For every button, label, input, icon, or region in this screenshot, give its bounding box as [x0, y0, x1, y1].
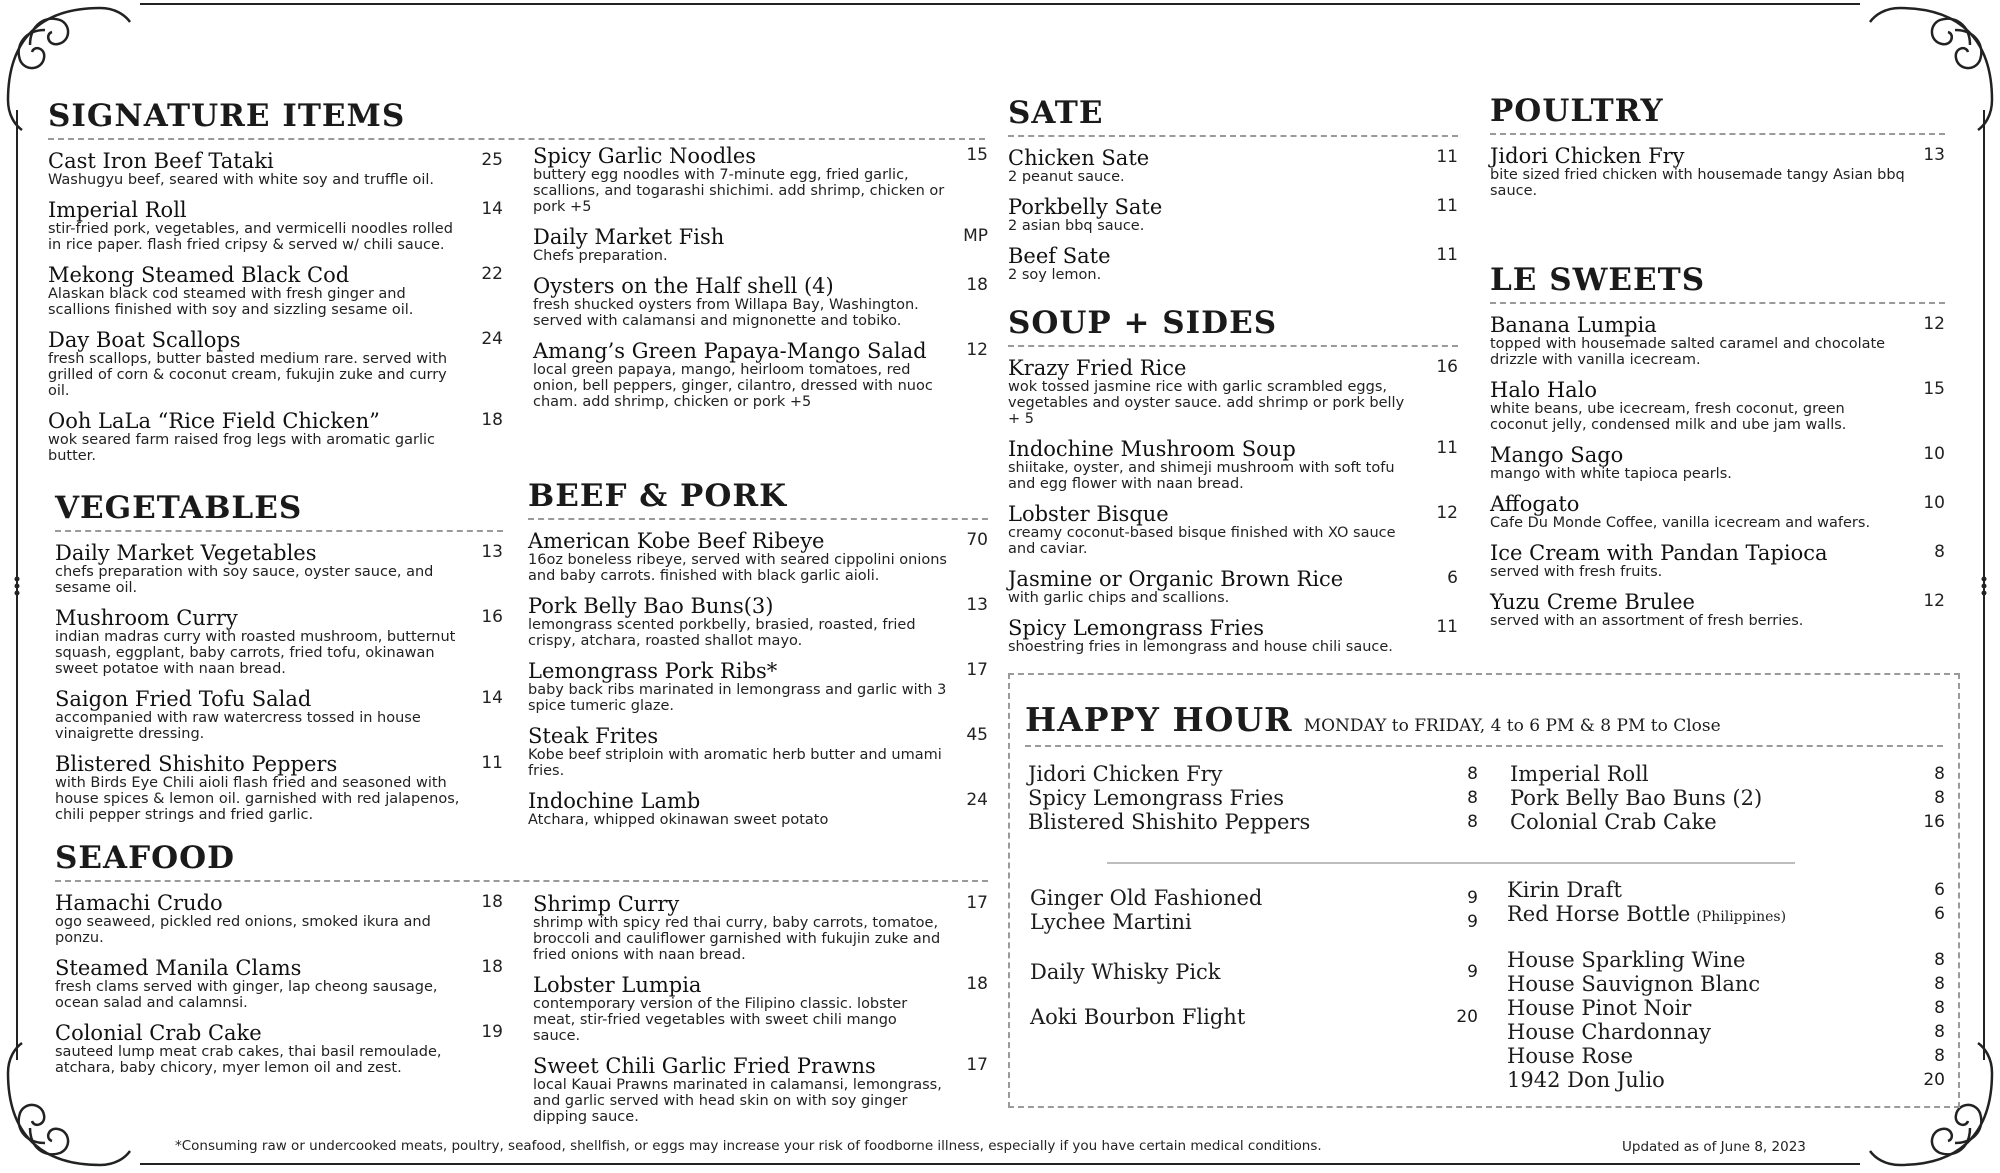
menu-item: [533, 226, 988, 264]
section-signature: [48, 98, 503, 475]
menu-item: [528, 595, 988, 649]
menu-item: [55, 892, 503, 946]
sate-items: [1008, 147, 1458, 283]
menu-item-name: Lobster Lumpia: [533, 973, 702, 997]
menu-item-name: Colonial Crab Cake: [55, 1021, 262, 1045]
happy-hour-item-price: 8: [1934, 998, 1945, 1018]
menu-item: [528, 530, 988, 584]
menu-item-price: 18: [966, 275, 988, 295]
happy-hour-food-left: [1028, 762, 1478, 834]
happy-hour-beer: [1507, 878, 1945, 929]
happy-hour-item-name: Aoki Bourbon Flight: [1030, 1005, 1246, 1029]
menu-item: [1490, 493, 1945, 531]
menu-item: [1008, 245, 1458, 283]
menu-item: [55, 957, 503, 1011]
menu-item-description: wok seared farm raised frog legs with aromatic garlic butter.: [48, 432, 435, 464]
menu-item-price: 45: [966, 725, 988, 745]
signature-items: [48, 150, 503, 464]
menu-item-description: sauteed lump meat crab cakes, thai basil remoulade, atchara, baby chicory, myer lemon oil and zest.: [55, 1044, 442, 1076]
menu-item: [533, 145, 988, 215]
happy-hour-item: [1507, 902, 1945, 929]
menu-item-name: Krazy Fried Rice: [1008, 356, 1187, 380]
happy-hour-item: [1507, 1020, 1945, 1044]
section-title-vegetables: VEGETABLES: [55, 490, 503, 532]
menu-item-name: Mushroom Curry: [55, 606, 238, 630]
menu-item-price: 8: [1934, 542, 1945, 562]
menu-item-name: Chicken Sate: [1008, 146, 1150, 170]
menu-item: [1008, 568, 1458, 606]
menu-item-description: contemporary version of the Filipino classic. lobster meat, stir-fried vegetables with sweet chili mango sauce.: [533, 996, 908, 1044]
happy-hour-item-name: Daily Whisky Pick: [1030, 960, 1221, 984]
happy-hour-item-price: 8: [1934, 788, 1945, 808]
menu-item-name: American Kobe Beef Ribeye: [528, 529, 825, 553]
menu-item-name: Lemongrass Pork Ribs*: [528, 659, 778, 683]
menu-item: [55, 607, 503, 677]
soup-sides-items: [1008, 357, 1458, 655]
happy-hour-item-name: Red Horse Bottle: [1507, 902, 1691, 926]
happy-hour-item-name: Jidori Chicken Fry: [1028, 762, 1223, 786]
menu-item-description: chefs preparation with soy sauce, oyster sauce, and sesame oil.: [55, 564, 434, 596]
menu-item-name: Ooh LaLa “Rice Field Chicken”: [48, 409, 380, 433]
menu-item: [528, 725, 988, 779]
menu-item-name: Shrimp Curry: [533, 892, 680, 916]
menu-item-name: Steamed Manila Clams: [55, 956, 302, 980]
menu-item: [55, 688, 503, 742]
menu-item-name: Indochine Mushroom Soup: [1008, 437, 1296, 461]
happy-hour-food-right: [1510, 762, 1945, 834]
menu-item-name: Blistered Shishito Peppers: [55, 752, 338, 776]
menu-item-description: shoestring fries in lemongrass and house chili sauce.: [1008, 639, 1393, 655]
happy-hour-drinks-whisky: [1030, 960, 1478, 984]
menu-item-price: 10: [1923, 493, 1945, 513]
menu-item-name: Mekong Steamed Black Cod: [48, 263, 350, 287]
happy-hour-item: [1507, 1068, 1945, 1092]
happy-hour-item: [1030, 886, 1478, 910]
section-title-signature: SIGNATURE ITEMS: [48, 98, 985, 140]
menu-item-price: 11: [1436, 147, 1458, 167]
menu-item: [528, 790, 988, 828]
beef-pork-items: [528, 530, 988, 828]
frame-bottom-line: [140, 1163, 1860, 1165]
menu-item-name: Indochine Lamb: [528, 789, 701, 813]
menu-item-price: MP: [963, 226, 988, 246]
menu-item-price: 24: [481, 329, 503, 349]
section-title-sate: SATE: [1008, 95, 1458, 137]
happy-hour-header: [1025, 700, 1943, 747]
happy-hour-item-price: 20: [1456, 1007, 1478, 1027]
frame-top-line: [140, 3, 1860, 5]
signature-items-continued: [533, 145, 988, 410]
section-title-le-sweets: LE SWEETS: [1490, 262, 1945, 304]
menu-item-description: accompanied with raw watercress tossed in house vinaigrette dressing.: [55, 710, 421, 742]
section-seafood-continued: [533, 893, 988, 1136]
menu-item-description: Atchara, whipped okinawan sweet potato: [528, 812, 829, 828]
menu-item-description: bite sized fried chicken with housemade tangy Asian bbq sauce.: [1490, 167, 1905, 199]
happy-hour-item: [1507, 948, 1945, 972]
section-le-sweets: [1490, 262, 1945, 640]
menu-item-price: 25: [481, 150, 503, 170]
menu-item-name: Lobster Bisque: [1008, 502, 1169, 526]
menu-item: [1490, 379, 1945, 433]
le-sweets-items: [1490, 314, 1945, 629]
menu-item-price: 17: [966, 1055, 988, 1075]
menu-item-name: Ice Cream with Pandan Tapioca: [1490, 541, 1828, 565]
happy-hour-item-price: 20: [1923, 1070, 1945, 1090]
menu-item-name: Halo Halo: [1490, 378, 1598, 402]
menu-item: [48, 199, 503, 253]
footer-disclaimer: *Consuming raw or undercooked meats, poultry, seafood, shellfish, or eggs may increase your risk of foodborne illness, especially if you have certain medical conditions.: [175, 1138, 1322, 1154]
happy-hour-item-price: 8: [1934, 950, 1945, 970]
menu-item-price: 14: [481, 199, 503, 219]
menu-item-price: 17: [966, 893, 988, 913]
happy-hour-item-name: Colonial Crab Cake: [1510, 810, 1717, 834]
menu-item-name: Mango Sago: [1490, 443, 1624, 467]
menu-item: [1490, 542, 1945, 580]
menu-item-price: 12: [1923, 591, 1945, 611]
happy-hour-item: [1510, 810, 1945, 834]
menu-item-price: 11: [1436, 245, 1458, 265]
menu-item-price: 70: [966, 530, 988, 550]
menu-item-description: buttery egg noodles with 7-minute egg, fried garlic, scallions, and togarashi shichimi. add shrimp, chicken or pork +5: [533, 167, 945, 215]
menu-item-price: 22: [481, 264, 503, 284]
menu-item-name: Affogato: [1490, 492, 1580, 516]
menu-item-price: 12: [966, 340, 988, 360]
section-beef-pork: [528, 478, 988, 839]
menu-item-name: Yuzu Creme Brulee: [1490, 590, 1695, 614]
section-sate: [1008, 95, 1458, 294]
happy-hour-item-price: 8: [1934, 974, 1945, 994]
menu-item-price: 11: [1436, 617, 1458, 637]
happy-hour-item: [1030, 1005, 1478, 1029]
menu-item: [1490, 314, 1945, 368]
happy-hour-item-price: 16: [1923, 812, 1945, 832]
menu-item-description: served with an assortment of fresh berries.: [1490, 613, 1804, 629]
happy-hour-item-name: Lychee Martini: [1030, 910, 1192, 934]
menu-item-price: 14: [481, 688, 503, 708]
menu-item-description: 16oz boneless ribeye, served with seared cippolini onions and baby carrots. finished with black garlic aioli.: [528, 552, 947, 584]
menu-item-name: Banana Lumpia: [1490, 313, 1657, 337]
menu-item-description: shrimp with spicy red thai curry, baby carrots, tomatoe, broccoli and cauliflower garnished with fukujin zuke and fried onions with naan bread.: [533, 915, 941, 963]
happy-hour-item-name: House Chardonnay: [1507, 1020, 1712, 1044]
menu-item-price: 16: [1436, 357, 1458, 377]
menu-item-description: Washugyu beef, seared with white soy and truffle oil.: [48, 172, 435, 188]
menu-item: [48, 264, 503, 318]
menu-item: [48, 150, 503, 188]
happy-hour-item-price: 9: [1467, 912, 1478, 932]
menu-item-description: fresh clams served with ginger, lap cheong sausage, ocean salad and calamnsi.: [55, 979, 438, 1011]
menu-item-name: Daily Market Fish: [533, 225, 725, 249]
menu-item: [1490, 444, 1945, 482]
menu-item-description: creamy coconut-based bisque finished with XO sauce and caviar.: [1008, 525, 1396, 557]
menu-item-description: local green papaya, mango, heirloom tomatoes, red onion, bell peppers, ginger, cilantro, dressed with nuoc cham. add shrimp, chicken or pork +5: [533, 362, 933, 410]
menu-item-description: served with fresh fruits.: [1490, 564, 1663, 580]
menu-item-name: Hamachi Crudo: [55, 891, 223, 915]
menu-item-name: Spicy Lemongrass Fries: [1008, 616, 1265, 640]
happy-hour-item: [1028, 762, 1478, 786]
happy-hour-item-name: House Rose: [1507, 1044, 1634, 1068]
menu-item-price: 12: [1436, 503, 1458, 523]
menu-item-description: Cafe Du Monde Coffee, vanilla icecream and wafers.: [1490, 515, 1871, 531]
menu-item-name: Pork Belly Bao Buns(3): [528, 594, 774, 618]
menu-item-description: topped with housemade salted caramel and chocolate drizzle with vanilla icecream.: [1490, 336, 1886, 368]
happy-hour-item: [1028, 786, 1478, 810]
menu-item-name: Daily Market Vegetables: [55, 541, 317, 565]
menu-item-price: 11: [1436, 196, 1458, 216]
happy-hour-item-price: 6: [1934, 904, 1945, 924]
menu-item-description: wok tossed jasmine rice with garlic scrambled eggs, vegetables and oyster sauce. add shrimp or pork belly + 5: [1008, 379, 1405, 427]
happy-hour-item-price: 6: [1934, 880, 1945, 900]
seafood-items-continued: [533, 893, 988, 1125]
menu-item-description: white beans, ube icecream, fresh coconut, green coconut jelly, condensed milk and ube jam walls.: [1490, 401, 1847, 433]
menu-item: [1008, 438, 1458, 492]
happy-hour-item: [1028, 810, 1478, 834]
happy-hour-item-name: Ginger Old Fashioned: [1030, 886, 1263, 910]
menu-item: [533, 275, 988, 329]
happy-hour-item-name: Pork Belly Bao Buns (2): [1510, 786, 1763, 810]
section-title-soup-sides: SOUP + SIDES: [1008, 305, 1458, 347]
menu-item-description: fresh shucked oysters from Willapa Bay, Washington. served with calamansi and mignonette and tobiko.: [533, 297, 919, 329]
menu-item-price: 19: [481, 1022, 503, 1042]
menu-item-description: Chefs preparation.: [533, 248, 668, 264]
happy-hour-item-name: Spicy Lemongrass Fries: [1028, 786, 1285, 810]
menu-item: [1008, 147, 1458, 185]
section-title-beef-pork: BEEF & PORK: [528, 478, 988, 520]
menu-item-description: fresh scallops, butter basted medium rare. served with grilled of corn & coconut cream, fukujin zuke and curry oil.: [48, 351, 448, 399]
menu-item-description: with garlic chips and scallions.: [1008, 590, 1230, 606]
menu-item-name: Spicy Garlic Noodles: [533, 144, 757, 168]
menu-item-name: Beef Sate: [1008, 244, 1111, 268]
happy-hour-item: [1507, 996, 1945, 1020]
happy-hour-item-note: (Philippines): [1696, 909, 1787, 925]
menu-item-description: with Birds Eye Chili aioli flash fried and seasoned with house spices & lemon oil. garnished with red jalapenos, chili pepper strings and fried garlic.: [55, 775, 460, 823]
happy-hour-drinks-bourbon: [1030, 1005, 1478, 1029]
happy-hour-item-name: House Sauvignon Blanc: [1507, 972, 1761, 996]
menu-item-description: 2 peanut sauce.: [1008, 169, 1125, 185]
menu-item-description: ogo seaweed, pickled red onions, smoked ikura and ponzu.: [55, 914, 431, 946]
happy-hour-item-price: 8: [1467, 812, 1478, 832]
menu-item-description: 2 asian bbq sauce.: [1008, 218, 1145, 234]
menu-item-description: Alaskan black cod steamed with fresh ginger and scallions finished with soy and sizzling sesame oil.: [48, 286, 414, 318]
menu-item: [1008, 196, 1458, 234]
menu-item-description: shiitake, oyster, and shimeji mushroom with soft tofu and egg flower with naan bread.: [1008, 460, 1395, 492]
happy-hour-item-price: 8: [1934, 764, 1945, 784]
happy-hour-item-name: House Sparkling Wine: [1507, 948, 1746, 972]
happy-hour-item: [1030, 960, 1478, 984]
menu-item-name: Cast Iron Beef Tataki: [48, 149, 274, 173]
menu-item-price: 18: [966, 974, 988, 994]
menu-item-price: 13: [481, 542, 503, 562]
happy-hour-item: [1507, 1044, 1945, 1068]
menu-item-price: 15: [1923, 379, 1945, 399]
happy-hour-item-price: 8: [1934, 1046, 1945, 1066]
menu-item: [55, 1022, 503, 1076]
menu-item: [48, 329, 503, 399]
happy-hour-item-price: 9: [1467, 962, 1478, 982]
happy-hour-title: HAPPY HOUR: [1025, 700, 1293, 739]
menu-item-name: Jidori Chicken Fry: [1490, 144, 1685, 168]
menu-item-name: Imperial Roll: [48, 198, 187, 222]
side-ornament-right-icon: [1978, 575, 1990, 597]
happy-hour-item: [1507, 878, 1945, 902]
menu-item-description: baby back ribs marinated in lemongrass and garlic with 3 spice tumeric glaze.: [528, 682, 947, 714]
menu-item-price: 15: [966, 145, 988, 165]
menu-item: [528, 660, 988, 714]
menu-item-name: Day Boat Scallops: [48, 328, 241, 352]
menu-item-price: 10: [1923, 444, 1945, 464]
section-soup-sides: [1008, 305, 1458, 666]
menu-item-description: Kobe beef striploin with aromatic herb butter and umami fries.: [528, 747, 942, 779]
happy-hour-item-name: 1942 Don Julio: [1507, 1068, 1665, 1092]
happy-hour-item-price: 8: [1467, 788, 1478, 808]
section-vegetables: [55, 490, 503, 834]
happy-hour-item-price: 8: [1934, 1022, 1945, 1042]
menu-item-name: Amang’s Green Papaya-Mango Salad: [533, 339, 927, 363]
menu-item-price: 24: [966, 790, 988, 810]
menu-item-price: 16: [481, 607, 503, 627]
menu-item: [533, 1055, 988, 1125]
menu-item-description: lemongrass scented porkbelly, brasied, roasted, fried crispy, atchara, roasted shallot mayo.: [528, 617, 916, 649]
footer-updated-date: Updated as of June 8, 2023: [1622, 1139, 1806, 1155]
happy-hour-item-price: 9: [1467, 888, 1478, 908]
menu-item-price: 12: [1923, 314, 1945, 334]
menu-item: [55, 753, 503, 823]
vegetables-items: [55, 542, 503, 823]
menu-item: [55, 542, 503, 596]
menu-item-price: 18: [481, 410, 503, 430]
happy-hour-item: [1507, 972, 1945, 996]
menu-item: [1490, 145, 1945, 199]
menu-item-price: 13: [966, 595, 988, 615]
happy-hour-item-name: Blistered Shishito Peppers: [1028, 810, 1311, 834]
section-signature-continued: [533, 145, 988, 421]
menu-item: [1490, 591, 1945, 629]
menu-item: [533, 974, 988, 1044]
menu-item-price: 11: [481, 753, 503, 773]
menu-item-name: Saigon Fried Tofu Salad: [55, 687, 312, 711]
menu-item-description: stir-fried pork, vegetables, and vermicelli noodles rolled in rice paper. flash fried cripsy & served w/ chili sauce.: [48, 221, 453, 253]
section-poultry: [1490, 93, 1945, 210]
menu-item-price: 13: [1923, 145, 1945, 165]
menu-item-description: mango with white tapioca pearls.: [1490, 466, 1732, 482]
happy-hour-drinks-cocktails: [1030, 886, 1478, 934]
side-ornament-left-icon: [11, 575, 23, 597]
seafood-items: [55, 892, 503, 1076]
happy-hour-wine: [1507, 948, 1945, 1092]
menu-item: [1008, 503, 1458, 557]
happy-hour-schedule: MONDAY to FRIDAY, 4 to 6 PM & 8 PM to Close: [1303, 716, 1721, 736]
section-title-seafood: SEAFOOD: [55, 840, 988, 882]
happy-hour-divider: [1107, 862, 1795, 864]
menu-item: [1008, 617, 1458, 655]
menu-item: [533, 340, 988, 410]
happy-hour-item-name: Kirin Draft: [1507, 878, 1622, 902]
menu-item-description: local Kauai Prawns marinated in calamansi, lemongrass, and garlic served with head skin on with soy ginger dipping sauce.: [533, 1077, 942, 1125]
menu-item-name: Sweet Chili Garlic Fried Prawns: [533, 1054, 876, 1078]
menu-item-price: 17: [966, 660, 988, 680]
happy-hour-item: [1510, 762, 1945, 786]
happy-hour-item: [1030, 910, 1478, 934]
menu-item: [1008, 357, 1458, 427]
happy-hour-item-name: Imperial Roll: [1510, 762, 1649, 786]
section-seafood: [55, 840, 503, 1087]
poultry-items: [1490, 145, 1945, 199]
menu-item-name: Jasmine or Organic Brown Rice: [1008, 567, 1344, 591]
menu-item-price: 18: [481, 892, 503, 912]
menu-item-price: 6: [1447, 568, 1458, 588]
menu-item-price: 18: [481, 957, 503, 977]
happy-hour-item: [1510, 786, 1945, 810]
menu-item-description: indian madras curry with roasted mushroom, butternut squash, eggplant, baby carrots, fried tofu, okinawan sweet potatoe with naan bread.: [55, 629, 456, 677]
menu-item-price: 11: [1436, 438, 1458, 458]
menu-item-name: Oysters on the Half shell (4): [533, 274, 834, 298]
menu-item-description: 2 soy lemon.: [1008, 267, 1102, 283]
menu-item-name: Porkbelly Sate: [1008, 195, 1163, 219]
happy-hour-item-name: House Pinot Noir: [1507, 996, 1692, 1020]
menu-item: [533, 893, 988, 963]
section-title-poultry: POULTRY: [1490, 93, 1945, 135]
menu-item-name: Steak Frites: [528, 724, 659, 748]
menu-item: [48, 410, 503, 464]
happy-hour-item-price: 8: [1467, 764, 1478, 784]
